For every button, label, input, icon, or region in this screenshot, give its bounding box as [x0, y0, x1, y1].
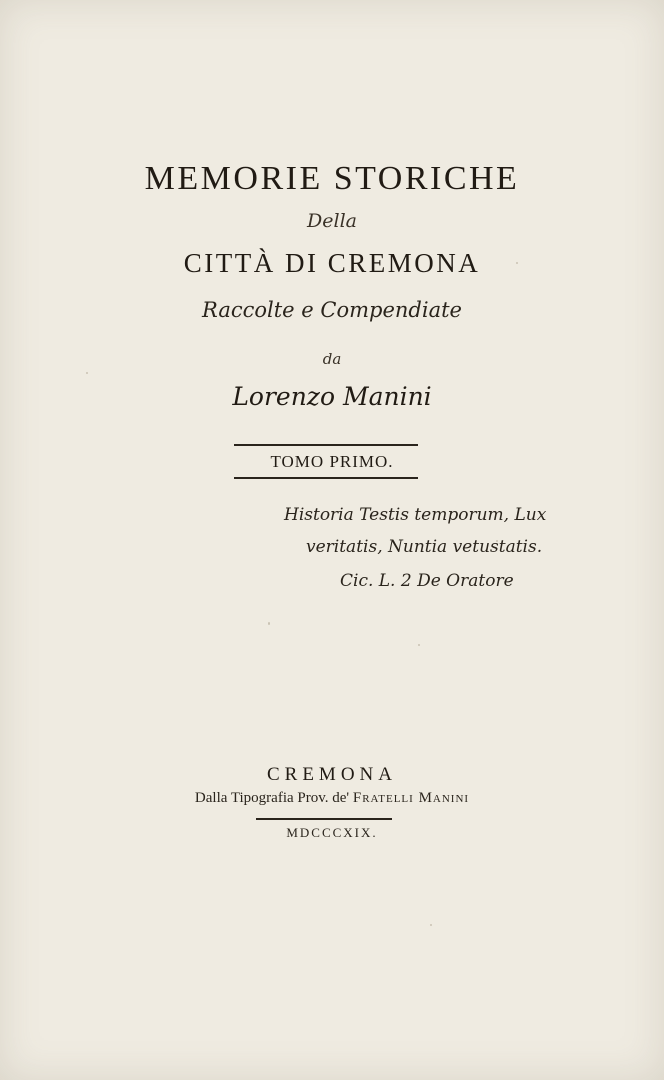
by-connector: da: [322, 350, 342, 368]
paper-speck: [86, 372, 88, 374]
epigraph-line-1: Historia Testis temporum, Lux: [284, 505, 547, 525]
della-connector: Della: [307, 210, 357, 232]
paper-speck: [268, 622, 270, 625]
paper-speck: [430, 924, 432, 926]
imprint-printer: [0, 790, 664, 807]
author-name: Lorenzo Manini: [232, 382, 432, 411]
volume-label: TOMO PRIMO.: [270, 452, 394, 471]
imprint-rule: [256, 818, 392, 820]
epigraph-line-2: veritatis, Nuntia vetustatis.: [306, 537, 543, 557]
book-title: MEMORIE STORICHE: [144, 160, 520, 197]
subtitle: Raccolte e Compendiate: [202, 298, 462, 322]
city-title: CITTÀ DI CREMONA: [183, 248, 481, 278]
imprint-printer-prefix: Dalla Tipografia Prov. de': [194, 790, 353, 806]
imprint-printer-name: Fratelli Manini: [352, 790, 470, 806]
paper-speck: [418, 644, 420, 646]
volume-rule-bottom: [234, 477, 418, 479]
imprint-year: MDCCCXIX.: [286, 825, 378, 840]
volume-rule-top: [234, 444, 418, 446]
epigraph-attribution: Cic. L. 2 De Oratore: [340, 571, 514, 591]
imprint-place: CREMONA: [266, 764, 397, 785]
